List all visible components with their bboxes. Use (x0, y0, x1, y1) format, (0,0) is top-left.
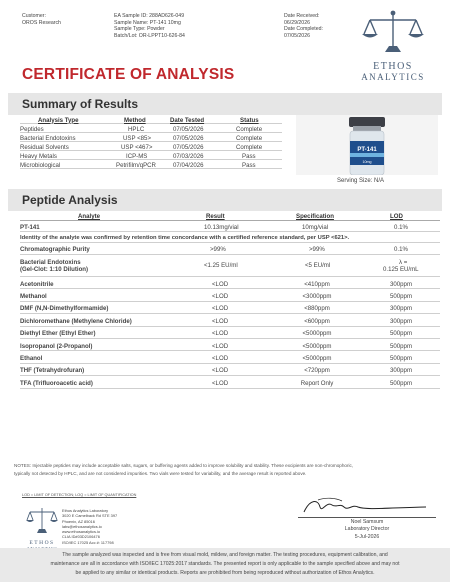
specification: <5000ppm (302, 354, 332, 362)
lab-address (62, 508, 117, 545)
analyte: Diethyl Ether (Ethyl Ether) (20, 330, 96, 338)
method: Petrifilm/qPCR (116, 161, 156, 169)
analyte: PT-141 (20, 224, 40, 231)
result: <LOD (212, 280, 229, 288)
serving-size: Serving Size: N/A (337, 178, 385, 184)
specification: Report Only (300, 379, 334, 387)
result: <1.25 EU/ml (204, 262, 238, 269)
table-row (20, 351, 440, 363)
status: Complete (236, 125, 263, 133)
logo-line1: ETHOS (373, 61, 413, 72)
sample-type: Sample Type: Powder (114, 26, 165, 33)
signature-graphic (296, 495, 436, 517)
sample-block (114, 13, 185, 39)
col-result: Result (206, 213, 225, 220)
summary-header-band (8, 93, 442, 115)
sample-id: EA Sample ID: 288AD626-049 (114, 13, 185, 19)
table-row (20, 133, 282, 142)
status: Pass (242, 152, 256, 160)
scales-of-justice-icon (24, 505, 60, 535)
table-row (20, 160, 282, 169)
vial-image (296, 115, 438, 175)
completed-value: 07/05/2026 (284, 32, 310, 39)
lab-street: 3020 E Camelback Rd STE 397 (62, 513, 118, 519)
date-tested: 07/05/2026 (173, 125, 204, 133)
identity-note: Identity of the analyte was confirmed by retention time concordance with a certified reference standard, per USP <621>. (20, 235, 350, 241)
col-specification: Specification (296, 213, 334, 220)
peptide-table (20, 211, 440, 461)
lod: 500ppm (390, 330, 413, 338)
analyte: Methanol (20, 292, 47, 300)
analyte: Ethanol (20, 354, 43, 362)
lod: 500ppm (390, 354, 413, 362)
peptide-title: Peptide Analysis (22, 193, 118, 207)
specification: 10mg/vial (302, 224, 329, 231)
table-row (20, 277, 440, 289)
lab-name: Ethos Analytics Laboratory (62, 508, 109, 513)
analyte: Chromatographic Purity (20, 246, 90, 253)
notes-line1: NOTES: Injectable peptides may include acceptable salts, sugars, or buffering agents added to improve solubility and stability. These excipients are non-chromophoric, (14, 463, 354, 468)
date-tested: 07/05/2026 (173, 134, 204, 142)
lab-clia: CLIA ID#03D2106476 (62, 534, 100, 540)
signature (296, 495, 436, 517)
vial-label: PT-141 (357, 147, 377, 153)
result: <LOD (212, 379, 229, 387)
scales-of-justice-icon (356, 8, 430, 56)
lab-email: labs@ethosanalytics.io (62, 523, 102, 529)
specification: <5000ppm (302, 330, 332, 338)
status: Complete (236, 134, 263, 142)
table-row (20, 302, 440, 314)
peptide-header-row (20, 211, 440, 221)
status: Complete (236, 143, 263, 151)
customer-block (22, 13, 61, 26)
lod-value: 0.125 EU/mL (383, 266, 419, 273)
table-row (20, 327, 440, 339)
footer-text (6, 551, 444, 577)
notes (14, 462, 442, 478)
specification: <600ppm (304, 317, 330, 325)
table-row (20, 314, 440, 326)
signer-role: Laboratory Director (344, 526, 390, 533)
analysis-type: Residual Solvents (20, 143, 69, 151)
table-row (20, 151, 282, 160)
col-analyte: Analyte (78, 213, 101, 220)
specification: <5000ppm (302, 342, 332, 350)
footer-line2: maintenance are all in accordance with ISO/IEC 17025:2017 standards. The presented report is only applicable to the sample specified above and may not (50, 560, 400, 567)
method: HPLC (128, 125, 145, 133)
vial-sub-label: 10mg (362, 160, 372, 164)
analysis-type: Microbiological (20, 161, 61, 169)
signer-date: 5-Jul-2026 (354, 533, 380, 540)
result: <LOD (212, 354, 229, 362)
result: <LOD (212, 342, 229, 350)
footer-line3: be applied to any similar or identical products. Reports are prohibited from being reproduced without authorization of Ethos Analytics. (75, 569, 375, 576)
identity-note-row (20, 232, 440, 243)
analyte: Bacterial Endotoxins (20, 259, 81, 266)
received-value: 06/29/2026 (284, 19, 310, 26)
completed-label: Date Completed: (284, 26, 323, 33)
table-row (20, 221, 440, 232)
result: <LOD (212, 292, 229, 300)
result: <LOD (212, 317, 229, 325)
lod: 0.1% (394, 224, 408, 231)
analysis-type: Bacterial Endotoxins (20, 134, 76, 142)
specification: <720ppm (304, 367, 330, 375)
date-tested: 07/04/2026 (173, 161, 204, 169)
specification: <880ppm (304, 305, 330, 313)
page-title: CERTIFICATE OF ANALYSIS (22, 66, 235, 83)
specification: <5 EU/ml (305, 262, 331, 269)
date-tested: 07/03/2026 (173, 152, 204, 160)
table-row (20, 142, 282, 151)
lod: 300ppm (390, 305, 413, 313)
specification: >99% (309, 246, 325, 253)
sample-name: Sample Name: PT-141 10mg (114, 19, 181, 26)
lod: 500ppm (390, 379, 413, 387)
lod: λ = (399, 259, 408, 266)
specification: <3000ppm (302, 292, 332, 300)
summary-title: Summary of Results (22, 97, 139, 111)
lod: 0.1% (394, 246, 408, 253)
footer-band (0, 548, 450, 582)
method: USP <85> (123, 134, 152, 142)
result: <LOD (212, 305, 229, 313)
analyte: DMF (N,N-Dimethylformamide) (20, 305, 109, 313)
customer-label: Customer: (22, 13, 46, 19)
product-photo (296, 115, 438, 175)
summary-header-row (20, 115, 282, 124)
result: <LOD (212, 367, 229, 375)
analyte: Dichloromethane (Methylene Chloride) (20, 317, 132, 325)
table-row (20, 289, 440, 301)
lab-logo (24, 505, 60, 547)
summary-table (20, 115, 282, 175)
result: <LOD (212, 330, 229, 338)
col-method: Method (124, 116, 146, 124)
lod: 500ppm (390, 342, 413, 350)
customer-value: OROS Research (22, 19, 61, 26)
date-tested: 07/05/2026 (173, 143, 204, 151)
result: >99% (210, 246, 226, 253)
lod: 300ppm (390, 280, 413, 288)
peptide-header-band (8, 189, 442, 211)
lab-iso: ISO/IEC 17025 Acc #: 117798 (62, 539, 114, 545)
lab-website: www.ethosanalytics.io (62, 529, 101, 535)
table-row (20, 364, 440, 376)
table-row (20, 376, 440, 388)
batch-lot: Batch/Lot: OR-LPPT10-626-84 (114, 32, 185, 39)
notes-line2: typically not detected by HPLC, and are not considered impurities. Two vials were tested for variability, and the average result is reported above. (14, 471, 307, 476)
lod: 300ppm (390, 367, 413, 375)
specification: <410ppm (304, 280, 330, 288)
lab-logo-line1: ETHOS (29, 540, 55, 546)
table-row (20, 124, 282, 133)
analyte: TFA (Trifluoroacetic acid) (20, 379, 93, 387)
lod: 300ppm (390, 317, 413, 325)
received-label: Date Received: (284, 13, 320, 19)
logo-line2: ANALYTICS (361, 72, 425, 82)
method: USP <467> (121, 143, 153, 151)
status: Pass (242, 161, 256, 169)
lod: 500ppm (390, 292, 413, 300)
signer-block (298, 519, 436, 541)
analyte: Acetonitrile (20, 280, 54, 288)
col-status: Status (240, 116, 259, 124)
col-analysis-type: Analysis Type (38, 116, 79, 124)
table-row (20, 243, 440, 255)
col-lod: LOD (390, 213, 403, 220)
footer-line1: The sample analyzed was inspected and is free from visual mold, mildew, and foreign matter. The testing procedures, equipment calibration, and (62, 552, 388, 558)
lab-city: Phoenix, AZ 85016 (62, 518, 95, 524)
signature-line (298, 517, 436, 518)
ethos-logo (356, 8, 430, 84)
method: ICP-MS (126, 152, 148, 160)
table-row (20, 339, 440, 351)
analyte-detail: (Gel-Clot: 1:10 Dilution) (20, 266, 89, 273)
analysis-type: Heavy Metals (20, 152, 57, 160)
dates-block (284, 13, 323, 39)
col-date-tested: Date Tested (170, 116, 205, 124)
analysis-type: Peptides (20, 125, 44, 133)
analyte: Isopropanol (2-Propanol) (20, 342, 93, 350)
lod-legend: LOD = LIMIT OF DETECTION; LOQ = LIMIT OF QUANTIFICATION (22, 493, 137, 497)
analyte: THF (Tetrahydrofuran) (20, 367, 85, 375)
table-row (20, 255, 440, 277)
result: 10.13mg/vial (204, 224, 239, 231)
signer-name: Noel Samsum (350, 519, 384, 525)
